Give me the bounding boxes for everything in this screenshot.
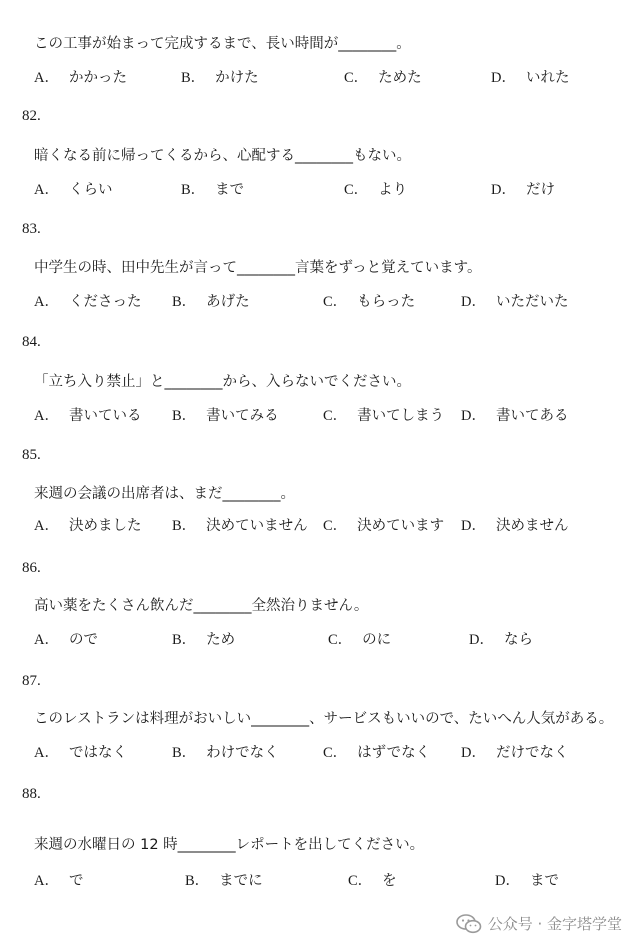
option-c: C． より: [344, 182, 408, 198]
option-d: D． だけ: [491, 182, 555, 198]
option-d: D． まで: [495, 873, 559, 889]
question-stem: 中学生の時、田中先生が言って________言葉をずっと覚えています。: [34, 260, 482, 276]
option-d: D． だけでなく: [461, 745, 569, 761]
question-stem: この工事が始まって完成するまで、長い時間が________。: [34, 36, 411, 52]
option-b: B． ため: [172, 632, 236, 648]
option-c: C． 書いてしまう: [323, 408, 445, 424]
question-stem: 来週の水曜日の 12 時________レポートを出してください。: [34, 837, 425, 853]
option-b: B． まで: [181, 182, 245, 198]
wechat-icon: [456, 914, 482, 934]
question-stem: 高い薬をたくさん飲んだ________全然治りません。: [34, 598, 369, 614]
question-number: 82.: [22, 108, 41, 124]
option-a: A． くださった: [34, 294, 142, 310]
option-d: D． 書いてある: [461, 408, 569, 424]
option-d: D． 決めません: [461, 518, 569, 534]
option-c: C． はずでなく: [323, 745, 431, 761]
option-c: C． を: [348, 873, 397, 889]
question-number: 86.: [22, 560, 41, 576]
option-d: D． なら: [469, 632, 533, 648]
option-b: B． 決めていません: [172, 518, 308, 534]
option-a: A． ではなく: [34, 745, 127, 761]
option-c: C． もらった: [323, 294, 416, 310]
question-number: 85.: [22, 447, 41, 463]
option-b: B． あげた: [172, 294, 250, 310]
option-a: A． 書いている: [34, 408, 142, 424]
question-stem: 暗くなる前に帰ってくるから、心配する________もない。: [34, 148, 411, 164]
watermark: [456, 913, 622, 934]
question-number: 84.: [22, 334, 41, 350]
option-a: A． 決めました: [34, 518, 142, 534]
question-number: 87.: [22, 673, 41, 689]
option-b: B． わけでなく: [172, 745, 279, 761]
option-c: C． のに: [328, 632, 392, 648]
question-number: 88.: [22, 786, 41, 802]
option-a: A． で: [34, 873, 84, 889]
option-c: C． ためた: [344, 70, 422, 86]
option-b: B． かけた: [181, 70, 259, 86]
question-number: 83.: [22, 221, 41, 237]
question-stem: 「立ち入り禁止」と________から、入らないでください。: [34, 374, 411, 390]
option-d: D． いただいた: [461, 294, 569, 310]
question-stem: 来週の会議の出席者は、まだ________。: [34, 486, 295, 502]
option-d: D． いれた: [491, 70, 570, 86]
option-a: A． くらい: [34, 182, 113, 198]
option-a: A． ので: [34, 632, 98, 648]
option-b: B． 書いてみる: [172, 408, 279, 424]
question-stem: このレストランは料理がおいしい________、サービスもいいので、たいへん人気がある。: [34, 711, 614, 727]
watermark-text: 公众号 · 金字塔学堂: [487, 915, 622, 933]
option-c: C． 決めています: [323, 518, 445, 534]
option-a: A． かかった: [34, 70, 127, 86]
option-b: B． までに: [185, 873, 263, 889]
